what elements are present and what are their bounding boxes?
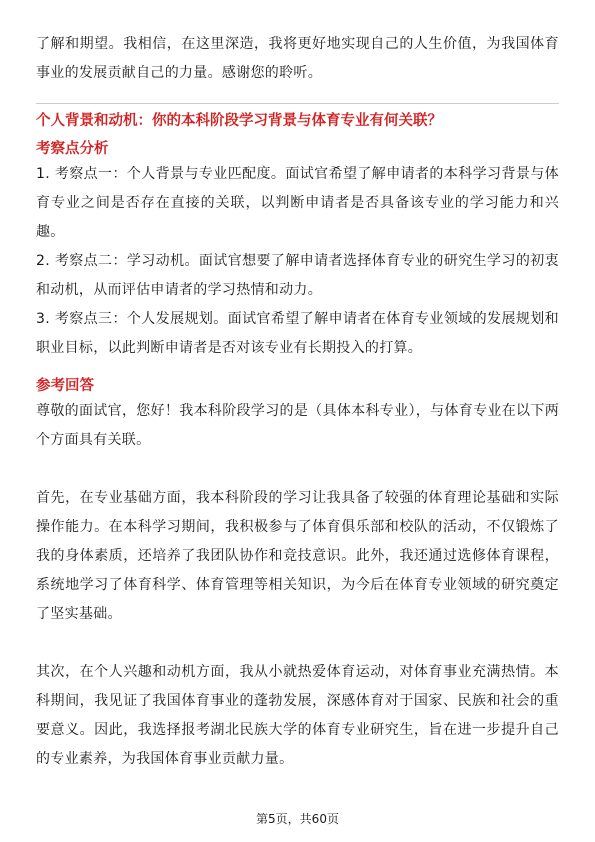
continuation-paragraph: 了解和期望。我相信，在这里深造，我将更好地实现自己的人生价值，为我国体育事业的发展贡献自己的力量。感谢您的聆听。: [36, 36, 559, 81]
question-heading: 个人背景和动机：你的本科阶段学习背景与体育专业有何关联？: [36, 113, 442, 129]
analysis-label: 考察点分析: [36, 141, 109, 157]
analysis-list: [36, 160, 559, 363]
analysis-item-2: 2. 考察点二：学习动机。面试官想要了解申请者选择体育专业的研究生学习的初衷和动机，从而评估申请者的学习热情和动力。: [36, 253, 559, 298]
answer-label: 参考回答: [36, 378, 94, 394]
answer-paragraph-2: 首先，在专业基础方面，我本科阶段的学习让我具备了较强的体育理论基础和实际操作能力。在本科学习期间，我积极参与了体育俱乐部和校队的活动，不仅锻炼了我的身体素质，还培养了我团队协作和竞技意识。此外，我还通过选修体育课程，系统地学习了体育科学、体育管理等相关知识，为今后在体育专业领域的研究奠定了坚实基础。: [36, 490, 559, 622]
answer-paragraph-1: 尊敬的面试官，您好！我本科阶段学习的是（具体本科专业），与体育专业在以下两个方面具有关联。: [36, 403, 559, 448]
answer-paragraph-3: 其次，在个人兴趣和动机方面，我从小就热爱体育运动，对体育事业充满热情。本科期间，我见证了我国体育事业的蓬勃发展，深感体育对于国家、民族和社会的重要意义。因此，我选择报考湖北民族大学的体育专业研究生，旨在进一步提升自己的专业素养，为我国体育事业贡献力量。: [36, 664, 559, 767]
document-page: [36, 30, 559, 774]
section-divider: [36, 103, 559, 104]
page-number-footer: 第5页，共60页: [256, 812, 339, 826]
analysis-item-3: 3. 考察点三：个人发展规划。面试官希望了解申请者在体育专业领域的发展规划和职业目标，以此判断申请者是否对该专业有长期投入的打算。: [36, 311, 559, 356]
analysis-item-1: 1. 考察点一：个人背景与专业匹配度。面试官希望了解申请者的本科学习背景与体育专业之间是否存在直接的关联，以判断申请者是否具备该专业的学习能力和兴趣。: [36, 166, 559, 240]
